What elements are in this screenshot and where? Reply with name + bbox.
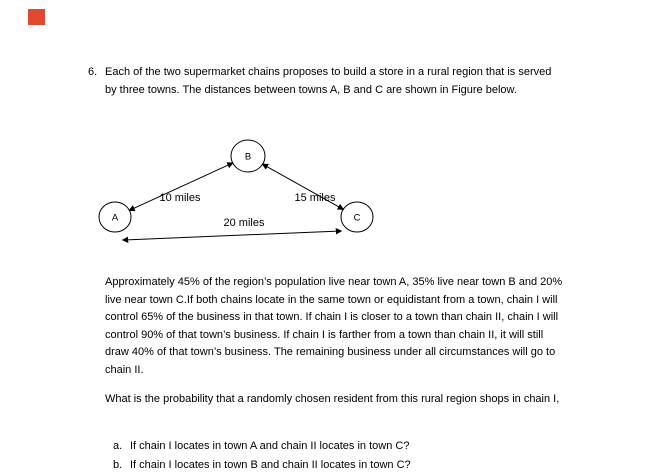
problem-intro-text: Each of the two supermarket chains proposes to build a store in a rural region that is served by three towns. The distances between towns A, B and C are shown in Figure below.: [105, 66, 552, 96]
problem-question: What is the probability that a randomly chosen resident from this rural region shops in chain I,: [105, 393, 560, 405]
edge-a-c-arrow: [123, 231, 341, 240]
part-item-b: [113, 457, 563, 475]
part-b-label: b.: [113, 458, 123, 471]
part-b-text: If chain I locates in town B and chain II locates in town C?: [130, 458, 411, 471]
problem-intro: [88, 64, 566, 99]
red-corner-marker: [28, 9, 45, 25]
town-b-label: B: [244, 151, 252, 163]
towns-distance-svg: [93, 136, 393, 254]
problem-number: 6.: [88, 66, 98, 78]
towns-distance-diagram: [93, 136, 393, 254]
problem-body: Approximately 45% of the region’s population live near town A, 35% live near town B and 20% live near town C.If both chains locate in the same town or equidistant from a town, chain I will control 65% of the business in that town. If chain I is closer to a town than chain II, chain I will control 90% of that town’s business. If chain I is farther from a town than chain II, it will still draw 40% of that town’s business. The remaining business under all circumstances will go to chain II.: [105, 276, 563, 376]
town-a-label: A: [111, 212, 119, 224]
edge-a-c-label: 20 miles: [223, 217, 265, 229]
part-item-a: [113, 438, 563, 456]
part-a-text: If chain I locates in town A and chain II locates in town C?: [130, 440, 410, 452]
edge-a-b-label: 10 miles: [159, 192, 201, 204]
problem-parts: [113, 438, 563, 475]
edge-b-c-label: 15 miles: [294, 192, 336, 204]
part-a-label: a.: [113, 440, 123, 452]
town-c-label: C: [353, 212, 361, 224]
